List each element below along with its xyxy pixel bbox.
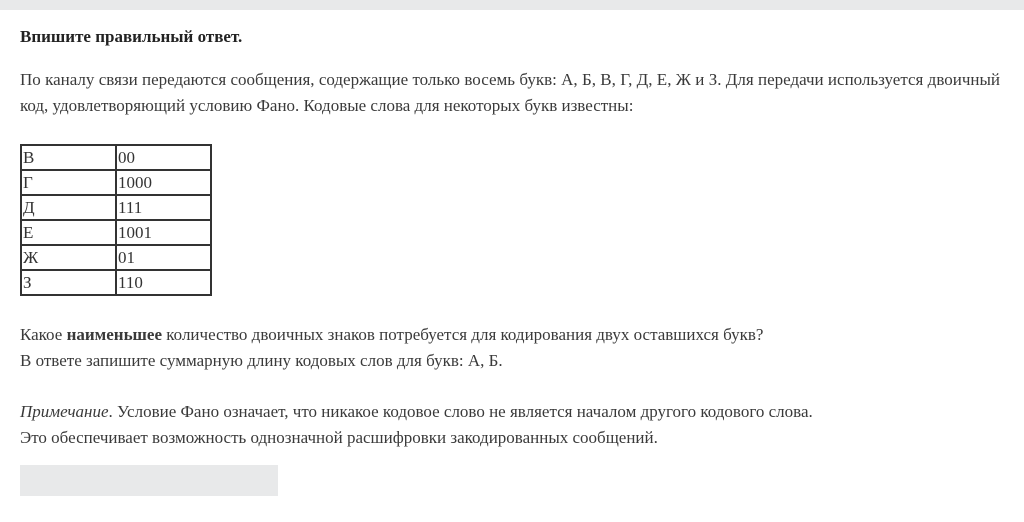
code-cell: 1000 bbox=[116, 170, 211, 195]
table-row bbox=[21, 245, 211, 270]
table-row bbox=[21, 220, 211, 245]
letter-cell: В bbox=[21, 145, 116, 170]
answer-input[interactable] bbox=[20, 465, 278, 496]
letter-cell: Ж bbox=[21, 245, 116, 270]
code-table bbox=[20, 144, 212, 296]
top-bar bbox=[0, 0, 1024, 10]
code-cell: 111 bbox=[116, 195, 211, 220]
table-row bbox=[21, 145, 211, 170]
code-cell: 00 bbox=[116, 145, 211, 170]
letter-cell: Д bbox=[21, 195, 116, 220]
code-cell: 1001 bbox=[116, 220, 211, 245]
note-label: Примечание bbox=[20, 402, 109, 421]
table-row bbox=[21, 170, 211, 195]
table-row bbox=[21, 195, 211, 220]
note-line2: Это обеспечивает возможность однозначной расшифровки закодированных сообщений. bbox=[20, 428, 658, 447]
question-prefix: Какое bbox=[20, 325, 67, 344]
letter-cell: Е bbox=[21, 220, 116, 245]
question-emphasis: наименьшее bbox=[66, 325, 163, 344]
task-instruction: Впишите правильный ответ. bbox=[20, 27, 243, 46]
code-cell: 01 bbox=[116, 245, 211, 270]
problem-text: По каналу связи передаются сообщения, содержащие только восемь букв: А, Б, В, Г, Д, Е, Ж и З. Для передачи используется двоичный код, удовлетворяющий условию Фано. Кодовые слова для некоторых букв известны: bbox=[20, 70, 1000, 115]
question-line2: В ответе запишите суммарную длину кодовых слов для букв: А, Б. bbox=[20, 351, 503, 370]
table-row bbox=[21, 270, 211, 295]
code-cell: 110 bbox=[116, 270, 211, 295]
task-content bbox=[20, 22, 1004, 451]
note-text bbox=[20, 399, 1004, 451]
letter-cell: З bbox=[21, 270, 116, 295]
question-text bbox=[20, 322, 1004, 374]
letter-cell: Г bbox=[21, 170, 116, 195]
note-body: . Условие Фано означает, что никакое кодовое слово не является началом другого кодового слова. bbox=[108, 402, 813, 421]
question-suffix: количество двоичных знаков потребуется для кодирования двух оставшихся букв? bbox=[162, 325, 764, 344]
